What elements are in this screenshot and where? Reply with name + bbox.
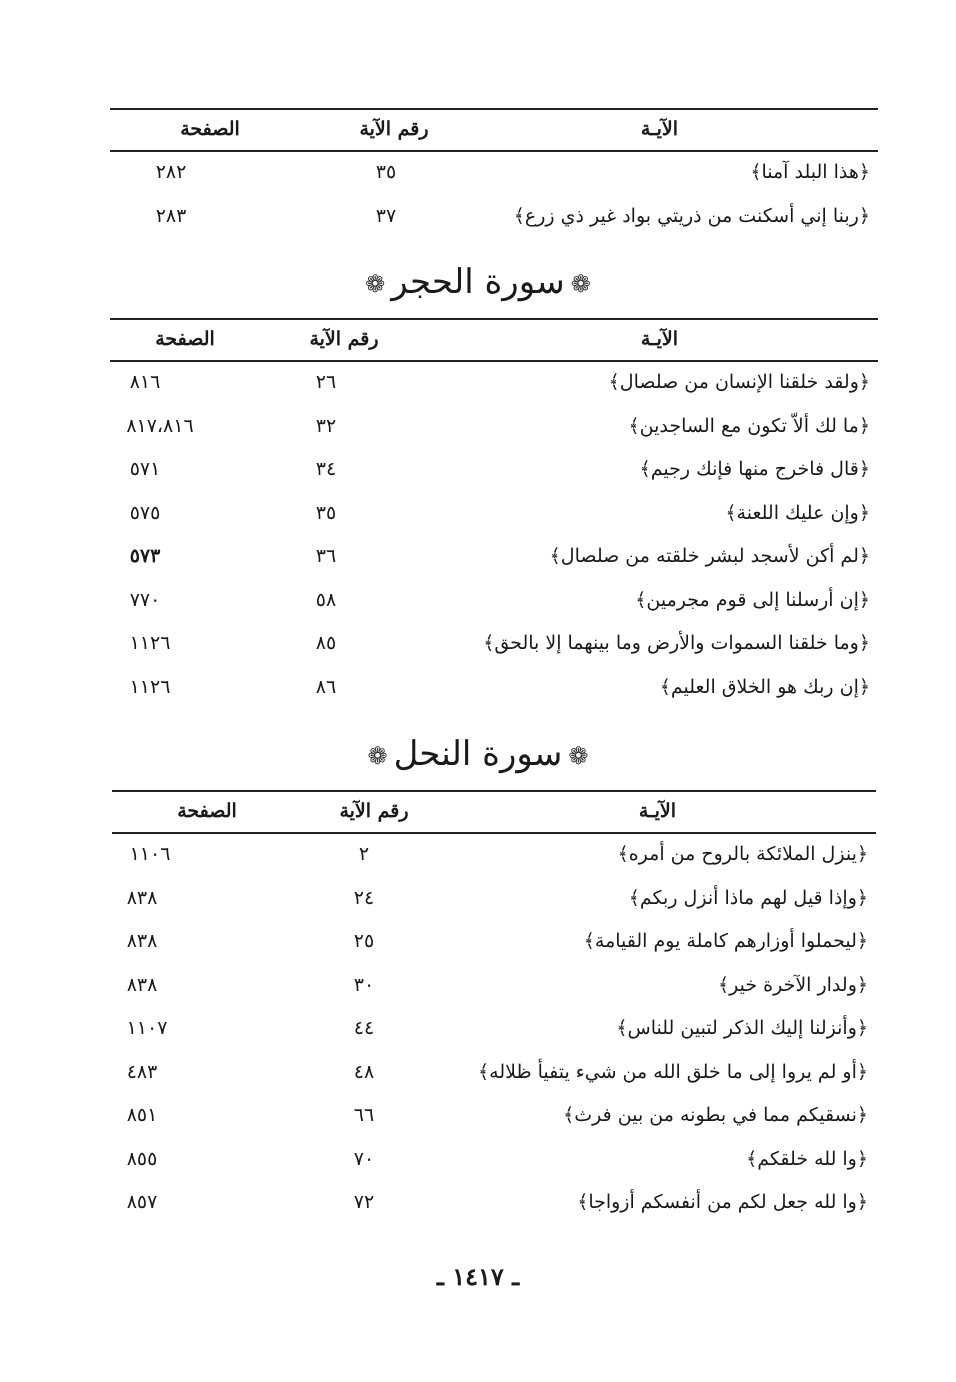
- table-row: [110, 623, 878, 667]
- header-page: الصفحة: [155, 328, 215, 350]
- page-number: ١١٠٧: [126, 1017, 168, 1039]
- ayah-number: ٢٦: [315, 371, 337, 393]
- header-page: الصفحة: [177, 800, 237, 822]
- header-ayah: الآيـة: [640, 118, 678, 140]
- table-continuation: [110, 108, 878, 239]
- header-ayah-number: رقم الآية: [309, 328, 379, 350]
- ayah-number: ٢: [358, 843, 370, 865]
- ayah-text: ﴿ولقد خلقنا الإنسان من صلصال﴾: [608, 371, 870, 393]
- page-number: ٥٧٣: [129, 545, 161, 567]
- table-row: [112, 878, 876, 922]
- page-number: ٨٥٧: [126, 1191, 158, 1213]
- page-footer-number: ـ ١٤١٧ ـ: [436, 1262, 520, 1291]
- surah-title-hijr: [0, 262, 956, 302]
- header-page: الصفحة: [180, 118, 240, 140]
- ayah-number: ٧٢: [353, 1191, 375, 1213]
- ayah-number: ٣٥: [375, 161, 397, 183]
- page-number: ١١٢٦: [129, 632, 171, 654]
- table-row: [110, 493, 878, 537]
- table-row: [112, 1052, 876, 1096]
- table-row: [112, 1008, 876, 1052]
- surah-name: سورة النحل: [393, 734, 563, 774]
- table-row: [110, 152, 878, 196]
- table-row: [112, 921, 876, 965]
- page-number: ٨٥١: [126, 1104, 158, 1126]
- ornament-icon: ❁: [365, 270, 386, 298]
- header-ayah: الآيـة: [640, 328, 678, 350]
- ayah-number: ٣٢: [315, 414, 337, 437]
- ayah-text: ﴿أو لم يروا إلى ما خلق الله من شيء يتفيأ ظلاله﴾: [478, 1060, 868, 1083]
- ayah-number: ٣٠: [353, 973, 375, 996]
- surah-title-nahl: [0, 734, 956, 774]
- table-header: [110, 108, 878, 152]
- ayah-number: ٨٦: [315, 675, 337, 698]
- ayah-number: ٣٤: [315, 458, 337, 480]
- ayah-text: ﴿وا لله جعل لكم من أنفسكم أزواجا﴾: [577, 1191, 868, 1213]
- ayah-text: ﴿وما خلقنا السموات والأرض وما بينهما إلا بالحق﴾: [483, 632, 870, 654]
- ornament-icon: ❁: [367, 742, 388, 770]
- page-number: ٢٨٣: [155, 204, 187, 227]
- ayah-number: ٨٥: [315, 632, 337, 654]
- ayah-text: ﴿نسقيكم مما في بطونه من بين فرث﴾: [563, 1104, 868, 1126]
- page-number: ٨٥٥: [126, 1147, 158, 1170]
- ayah-number: ٣٦: [315, 545, 337, 567]
- ayah-text: ﴿ولدار الآخرة خير﴾: [718, 973, 868, 996]
- header-ayah-number: رقم الآية: [359, 118, 429, 140]
- ayah-text: ﴿ليحملوا أوزارهم كاملة يوم القيامة﴾: [583, 930, 868, 952]
- ayah-text: ﴿وا لله خلقكم﴾: [746, 1147, 868, 1170]
- ayah-text: ﴿وإذا قيل لهم ماذا أنزل ربكم﴾: [628, 886, 868, 909]
- page-number: ٨٣٨: [126, 930, 158, 952]
- header-ayah-number: رقم الآية: [339, 800, 409, 822]
- ornament-icon: ❁: [570, 270, 591, 298]
- page-number: ٤٨٣: [126, 1060, 158, 1083]
- table-row: [112, 965, 876, 1009]
- table-row: [110, 196, 878, 240]
- table-row: [112, 1139, 876, 1183]
- ayah-number: ٢٤: [353, 886, 375, 909]
- table-row: [110, 406, 878, 450]
- page-number: ٢٨٢: [155, 161, 187, 183]
- page-number: ٥٧٥: [129, 501, 161, 524]
- page-number: ٨٣٨: [126, 973, 158, 996]
- page-number: ٨١٦: [129, 371, 161, 393]
- ayah-number: ٤٤: [353, 1017, 375, 1039]
- header-ayah: الآيـة: [638, 800, 676, 822]
- table-row: [110, 449, 878, 493]
- ayah-text: ﴿لم أكن لأسجد لبشر خلقته من صلصال﴾: [549, 545, 870, 567]
- ayah-text: ﴿هذا البلد آمنا﴾: [750, 161, 870, 183]
- page-number: ١١٢٦: [129, 675, 171, 698]
- ayah-text: ﴿إن ربك هو الخلاق العليم﴾: [659, 675, 870, 698]
- ayah-number: ٧٠: [353, 1147, 375, 1170]
- ayah-text: ﴿وأنزلنا إليك الذكر لتبين للناس﴾: [616, 1017, 868, 1039]
- ayah-number: ٥٨: [315, 588, 337, 611]
- table-nahl: [112, 790, 876, 1226]
- ayah-number: ٣٥: [315, 501, 337, 524]
- ayah-number: ٦٦: [353, 1104, 375, 1126]
- page-number: ٨٣٨: [126, 886, 158, 909]
- ayah-text: ﴿ما لك ألاّ تكون مع الساجدين﴾: [628, 414, 870, 437]
- page-number: ٧٧٠: [129, 588, 161, 611]
- table-hijr: [110, 318, 878, 710]
- ayah-number: ٣٧: [375, 204, 397, 227]
- page-number: ١١٠٦: [129, 843, 171, 865]
- table-header: [110, 318, 878, 362]
- table-row: [110, 580, 878, 624]
- page-number: ٥٧١: [129, 458, 161, 480]
- ayah-text: ﴿إن أرسلنا إلى قوم مجرمين﴾: [635, 588, 870, 611]
- table-header: [112, 790, 876, 834]
- table-row: [112, 834, 876, 878]
- table-row: [110, 536, 878, 580]
- ayah-number: ٤٨: [353, 1060, 375, 1083]
- ornament-icon: ❁: [568, 742, 589, 770]
- table-row: [110, 362, 878, 406]
- ayah-text: ﴿ينزل الملائكة بالروح من أمره﴾: [617, 843, 868, 865]
- table-row: [112, 1182, 876, 1226]
- table-row: [110, 667, 878, 711]
- table-row: [112, 1095, 876, 1139]
- ayah-text: ﴿ربنا إني أسكنت من ذريتي بواد غير ذي زرع﴾: [513, 204, 870, 227]
- ayah-text: ﴿قال فاخرج منها فإنك رجيم﴾: [639, 458, 870, 480]
- page-number: ٨١٧،٨١٦: [126, 414, 194, 437]
- ayah-number: ٢٥: [353, 930, 375, 952]
- surah-name: سورة الحجر: [391, 262, 565, 302]
- ayah-text: ﴿وإن عليك اللعنة﴾: [725, 501, 870, 524]
